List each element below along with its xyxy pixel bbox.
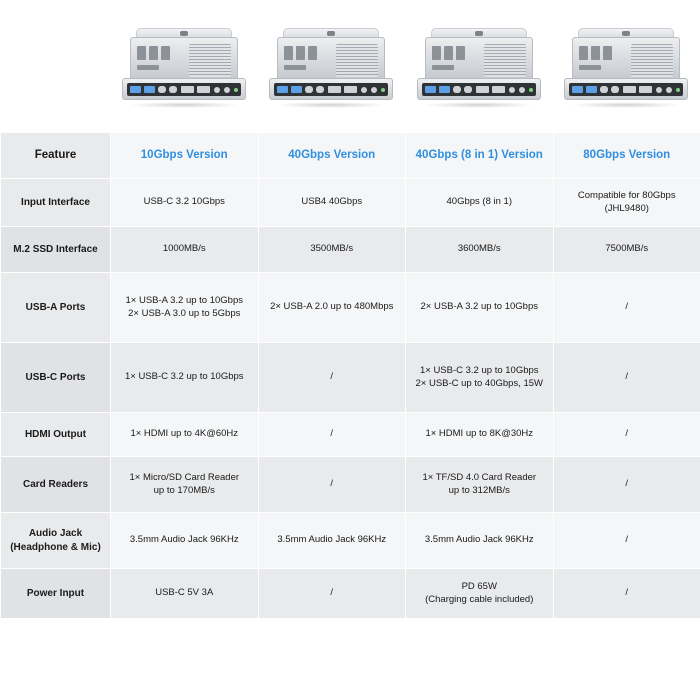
row-value: / bbox=[258, 457, 406, 513]
dock-body bbox=[572, 37, 680, 83]
dock-front-panel bbox=[269, 78, 393, 100]
table-row bbox=[1, 227, 700, 273]
dock-rear-ports bbox=[284, 46, 324, 74]
table-row bbox=[1, 273, 700, 343]
table-row bbox=[1, 413, 700, 457]
table-row bbox=[1, 343, 700, 413]
table-header-row bbox=[1, 133, 700, 179]
dock-front-ports bbox=[274, 83, 388, 96]
row-value: 3.5mm Audio Jack 96KHz bbox=[111, 513, 259, 569]
row-label: HDMI Output bbox=[1, 413, 111, 457]
dock-body bbox=[277, 37, 385, 83]
row-value: USB-C 3.2 10Gbps bbox=[111, 179, 259, 227]
row-label: Input Interface bbox=[1, 179, 111, 227]
product-image-row bbox=[0, 0, 700, 132]
row-value: / bbox=[553, 343, 700, 413]
dock-front-ports bbox=[569, 83, 683, 96]
table-row bbox=[1, 513, 700, 569]
row-value: 1× Micro/SD Card Reader up to 170MB/s bbox=[111, 457, 259, 513]
header-col-80gbps: 80Gbps Version bbox=[553, 133, 700, 179]
row-value: USB4 40Gbps bbox=[258, 179, 406, 227]
row-value: 1× USB-A 3.2 up to 10Gbps 2× USB-A 3.0 up to 5Gbps bbox=[111, 273, 259, 343]
dock-front-ports bbox=[422, 83, 536, 96]
dock-vent bbox=[189, 44, 231, 77]
dock-vent bbox=[631, 44, 673, 77]
header-col-10gbps: 10Gbps Version bbox=[111, 133, 259, 179]
product-image-10gbps bbox=[110, 0, 258, 132]
row-value: / bbox=[258, 569, 406, 619]
table-row bbox=[1, 457, 700, 513]
product-image-40gbps-8in1 bbox=[405, 0, 553, 132]
dock-shadow bbox=[275, 102, 387, 108]
row-value: USB-C 5V 3A bbox=[111, 569, 259, 619]
dock-illustration bbox=[269, 28, 393, 108]
dock-rear-ports bbox=[137, 46, 177, 74]
header-col-40gbps-8in1: 40Gbps (8 in 1) Version bbox=[406, 133, 554, 179]
dock-shadow bbox=[423, 102, 535, 108]
row-value: / bbox=[553, 569, 700, 619]
row-label: Audio Jack (Headphone & Mic) bbox=[1, 513, 111, 569]
dock-shadow bbox=[128, 102, 240, 108]
dock-front-ports bbox=[127, 83, 241, 96]
row-value: 3600MB/s bbox=[406, 227, 554, 273]
dock-illustration bbox=[417, 28, 541, 108]
row-value: 1000MB/s bbox=[111, 227, 259, 273]
product-row-spacer bbox=[0, 0, 110, 132]
row-value: 2× USB-A 3.2 up to 10Gbps bbox=[406, 273, 554, 343]
row-value: / bbox=[553, 273, 700, 343]
row-value: / bbox=[258, 343, 406, 413]
dock-front-panel bbox=[564, 78, 688, 100]
row-label: USB-A Ports bbox=[1, 273, 111, 343]
dock-front-panel bbox=[122, 78, 246, 100]
row-value: / bbox=[553, 413, 700, 457]
dock-shadow bbox=[570, 102, 682, 108]
row-value: 3500MB/s bbox=[258, 227, 406, 273]
dock-rear-ports bbox=[432, 46, 472, 74]
row-label: Power Input bbox=[1, 569, 111, 619]
dock-illustration bbox=[564, 28, 688, 108]
row-value: / bbox=[553, 457, 700, 513]
header-col-40gbps: 40Gbps Version bbox=[258, 133, 406, 179]
row-value: 1× USB-C 3.2 up to 10Gbps 2× USB-C up to 40Gbps, 15W bbox=[406, 343, 554, 413]
dock-vent bbox=[336, 44, 378, 77]
row-label: Card Readers bbox=[1, 457, 111, 513]
row-value: / bbox=[258, 413, 406, 457]
dock-body bbox=[130, 37, 238, 83]
dock-vent bbox=[484, 44, 526, 77]
row-value: 1× HDMI up to 4K@60Hz bbox=[111, 413, 259, 457]
dock-body bbox=[425, 37, 533, 83]
row-value: PD 65W (Charging cable included) bbox=[406, 569, 554, 619]
row-value: 3.5mm Audio Jack 96KHz bbox=[258, 513, 406, 569]
row-value: 3.5mm Audio Jack 96KHz bbox=[406, 513, 554, 569]
table-row bbox=[1, 569, 700, 619]
row-value: 1× HDMI up to 8K@30Hz bbox=[406, 413, 554, 457]
dock-front-panel bbox=[417, 78, 541, 100]
row-label: USB-C Ports bbox=[1, 343, 111, 413]
product-image-40gbps bbox=[258, 0, 406, 132]
product-image-80gbps bbox=[553, 0, 700, 132]
header-feature-label: Feature bbox=[1, 133, 111, 179]
table-row bbox=[1, 179, 700, 227]
dock-illustration bbox=[122, 28, 246, 108]
row-label: M.2 SSD Interface bbox=[1, 227, 111, 273]
row-value: 1× USB-C 3.2 up to 10Gbps bbox=[111, 343, 259, 413]
row-value: Compatible for 80Gbps (JHL9480) bbox=[553, 179, 700, 227]
spec-comparison-table bbox=[0, 132, 700, 619]
dock-rear-ports bbox=[579, 46, 619, 74]
row-value: / bbox=[553, 513, 700, 569]
row-value: 2× USB-A 2.0 up to 480Mbps bbox=[258, 273, 406, 343]
row-value: 7500MB/s bbox=[553, 227, 700, 273]
row-value: 40Gbps (8 in 1) bbox=[406, 179, 554, 227]
row-value: 1× TF/SD 4.0 Card Reader up to 312MB/s bbox=[406, 457, 554, 513]
